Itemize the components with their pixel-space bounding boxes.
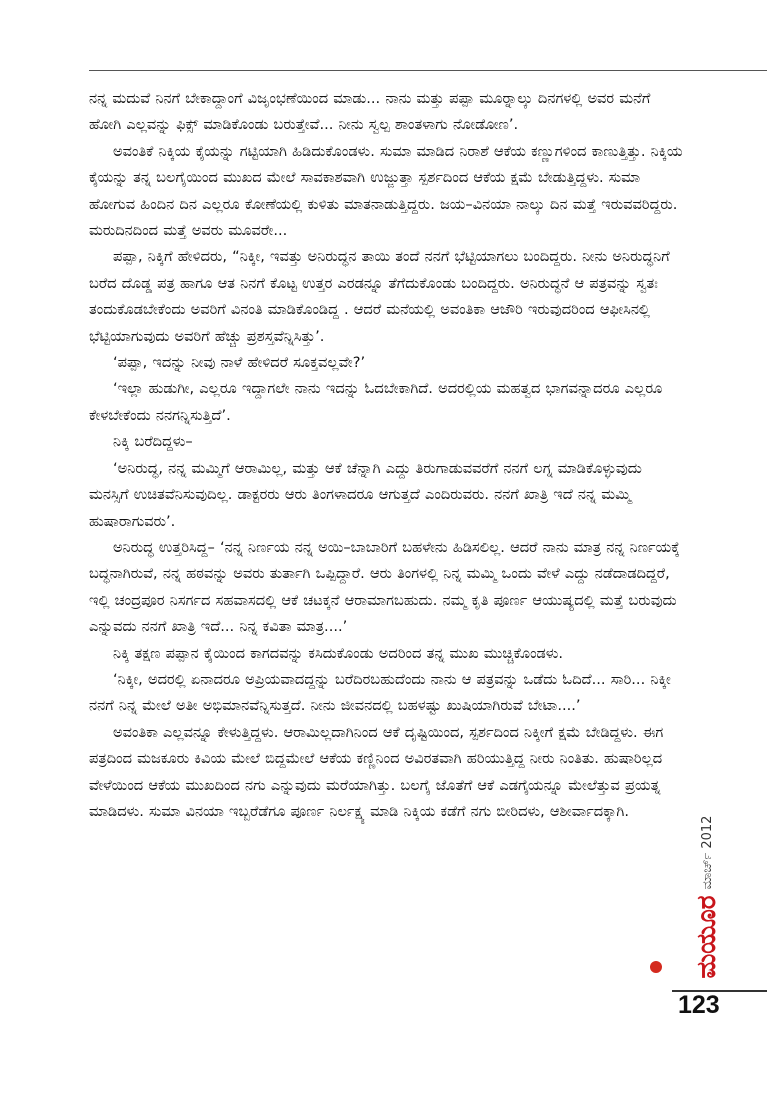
issue-date: ಮಾರ್ಚ್ 2012 <box>699 815 715 890</box>
paragraph-2: ಅವಂತಿಕೆ ನಿಕ್ಕಿಯ ಕೈಯನ್ನು ಗಟ್ಟಿಯಾಗಿ ಹಿಡಿದುಕೊಂಡಳು. ಸುಮಾ ಮಾಡಿದ ನಿರಾಶೆ ಆಕೆಯ ಕಣ್ಣುಗಳಿಂದ ಕಾಣುತ್ತಿತ್ತು. ನಿಕ್ಕಿಯ ಕೈಯನ್ನು ತನ್ನ ಬಲಗೈಯಿಂದ ಮುಖದ ಮೇಲೆ ಸಾವಕಾಶವಾಗಿ ಉಜ್ಜುತ್ತಾ ಸ್ಪರ್ಶದಿಂದ ಆಕೆಯ ಕ್ಷಮೆ ಬೇಡುತ್ತಿದ್ದಳು. ಸುಮಾ ಹೋಗುವ ಹಿಂದಿನ ದಿನ ಎಲ್ಲರೂ ಕೋಣೆಯಲ್ಲಿ ಕುಳಿತು ಮಾತನಾಡುತ್ತಿದ್ದರು. ಜಯ–ವಿನಯಾ ನಾಲ್ಕು ದಿನ ಮತ್ತೆ ಇರುವವರಿದ್ದರು. ಮರುದಿನದಿಂದ ಮತ್ತೆ ಅವರು ಮೂವರೇ... <box>89 142 683 240</box>
paragraph-8: ಅನಿರುದ್ಧ ಉತ್ತರಿಸಿದ್ದ– ‘ನನ್ನ ನಿರ್ಣಯ ನನ್ನ ಅಯಿ–ಬಾಬಾರಿಗೆ ಬಹಳೇನು ಹಿಡಿಸಲಿಲ್ಲ. ಆದರೆ ನಾನು ಮಾತ್ರ ನನ್ನ ನಿರ್ಣಯಕ್ಕೆ ಬದ್ಧನಾಗಿರುವೆ, ನನ್ನ ಹಠವನ್ನು ಅವರು ತುರ್ತಾಗಿ ಒಪ್ಪಿದ್ದಾರೆ. ಆರು ತಿಂಗಳಲ್ಲಿ ನಿನ್ನ ಮಮ್ಮಿ ಒಂದು ವೇಳೆ ಎದ್ದು ನಡೆದಾಡದಿದ್ದರೆ, ಇಲ್ಲಿ ಚಂದ್ರಪೂರ ನಿಸರ್ಗದ ಸಹವಾಸದಲ್ಲಿ ಆಕೆ ಚಟಕ್ಕನೆ ಆರಾಮಾಗಬಹುದು. ನಮ್ಮ ಕೃತಿ ಪೂರ್ಣ ಆಯುಷ್ಯದಲ್ಲಿ ಮತ್ತೆ ಬರುವುದು ಎನ್ನುವದು ನನಗೆ ಖಾತ್ರಿ ಇದೆ... ನಿನ್ನ ಕವಿತಾ ಮಾತ್ರ....’ <box>89 538 680 636</box>
paragraph-10: ‘ನಿಕ್ಕೀ, ಅದರಲ್ಲಿ ಏನಾದರೂ ಅಪ್ರಿಯವಾದದ್ದನ್ನು ಬರೆದಿರಬಹುದೆಂದು ನಾನು ಆ ಪತ್ರವನ್ನು ಒಡೆದು ಓದಿದೆ... ಸಾರಿ... ನಿಕ್ಕೀ ನನಗೆ ನಿನ್ನ ಮೇಲೆ ಅತೀ ಅಭಿಮಾನವೆನ್ನಿಸುತ್ತದೆ. ನೀನು ಜೀವನದಲ್ಲಿ ಬಹಳಷ್ಟು ಖುಷಿಯಾಗಿರುವೆ ಬೇಟಾ....’ <box>89 670 671 715</box>
paragraph-6: ನಿಕ್ಕಿ ಬರೆದಿದ್ದಳು– <box>113 433 193 451</box>
article-body <box>89 86 683 825</box>
paragraph-11: ಅವಂತಿಕಾ ಎಲ್ಲವನ್ನೂ ಕೇಳುತ್ತಿದ್ದಳು. ಆರಾಮಿಲ್ಲದಾಗಿನಿಂದ ಆಕೆ ದೃಷ್ಟಿಯಿಂದ, ಸ್ಪರ್ಶದಿಂದ ನಿಕ್ಕೀಗೆ ಕ್ಷಮೆ ಬೇಡಿದ್ದಳು. ಈಗ ಪತ್ರದಿಂದ ಮಜಕೂರು ಕಿವಿಯ ಮೇಲೆ ಬಿದ್ದಮೇಲೆ ಆಕೆಯ ಕಣ್ಣಿನಿಂದ ಅವಿರತವಾಗಿ ಹರಿಯುತ್ತಿದ್ದ ನೀರು ನಿಂತಿತು. ಹುಷಾರಿಲ್ಲದ ವೇಳೆಯಿಂದ ಆಕೆಯ ಮುಖದಿಂದ ನಗು ಎನ್ನುವುದು ಮರೆಯಾಗಿತ್ತು. ಬಲಗೈ ಜೊತೆಗೆ ಆಕೆ ಎಡಗೈಯನ್ನೂ ಮೇಲೆತ್ತುವ ಪ್ರಯತ್ನ ಮಾಡಿದಳು. ಸುಮಾ ವಿನಯಾ ಇಬ್ಬರೆಡೆಗೂ ಪೂರ್ಣ ನಿರ್ಲಕ್ಷ್ಯ ಮಾಡಿ ನಿಕ್ಕಿಯ ಕಡೆಗೆ ನಗು ಬೀರಿದಳು, ಆಶೀರ್ವಾದಕ್ಕಾಗಿ. <box>89 723 664 820</box>
magazine-side-label <box>694 815 720 980</box>
paragraph-3: ಪಪ್ಪಾ, ನಿಕ್ಕಿಗೆ ಹೇಳಿದರು, “ನಿಕ್ಕೀ, ಇವತ್ತು ಅನಿರುದ್ಧನ ತಾಯಿ ತಂದೆ ನನಗೆ ಭೆಟ್ಟಿಯಾಗಲು ಬಂದಿದ್ದರು. ನೀನು ಅನಿರುದ್ಧನಿಗೆ ಬರೆದ ದೊಡ್ಡ ಪತ್ರ ಹಾಗೂ ಆತ ನಿನಗೆ ಕೊಟ್ಟ ಉತ್ತರ ಎರಡನ್ನೂ ತೆಗೆದುಕೊಂಡು ಬಂದಿದ್ದರು. ಅನಿರುದ್ಧನೆ ಆ ಪತ್ರವನ್ನು ಸ್ವತಃ ತಂದುಕೊಡಬೇಕೆಂದು ಅವರಿಗೆ ವಿನಂತಿ ಮಾಡಿಕೊಂಡಿದ್ದ . ಆದರೆ ಮನೆಯಲ್ಲಿ ಅವಂತಿಕಾ ಆಜೌರಿ ಇರುವುದರಿಂದ ಆಫೀಸಿನಲ್ಲಿ ಭೆಟ್ಟಿಯಾಗುವುದು ಅವರಿಗೆ ಹೆಚ್ಚು ಪ್ರಶಸ್ತವೆನ್ನಿಸಿತ್ತು’. <box>89 248 670 345</box>
paragraph-5: ‘ಇಲ್ಲಾ ಹುಡುಗೀ, ಎಲ್ಲರೂ ಇದ್ದಾಗಲೇ ನಾನು ಇದನ್ನು ಓದಬೇಕಾಗಿದೆ. ಅದರಲ್ಲಿಯ ಮಹತ್ವದ ಭಾಗವನ್ನಾದರೂ ಎಲ್ಲರೂ ಕೇಳಬೇಕೆಂದು ನನಗನ್ನಿಸುತ್ತಿದೆ’. <box>89 380 663 424</box>
header-rule <box>89 70 767 71</box>
side-label-rotated <box>694 816 720 979</box>
page-number: 123 <box>678 991 720 1019</box>
paragraph-7: ‘ಅನಿರುದ್ಧ, ನನ್ನ ಮಮ್ಮಿಗೆ ಆರಾಮಿಲ್ಲ, ಮತ್ತು ಆಕೆ ಚೆನ್ನಾಗಿ ಎದ್ದು ತಿರುಗಾಡುವವರೆಗೆ ನನಗೆ ಲಗ್ನ ಮಾಡಿಕೊಳ್ಳುವುದು ಮನಸ್ಸಿಗೆ ಉಚಿತವೆನಿಸುವುದಿಲ್ಲ. ಡಾಕ್ಟರರು ಆರು ತಿಂಗಳಾದರೂ ಆಗುತ್ತದೆ ಎಂದಿರುವರು. ನನಗೆ ಖಾತ್ರಿ ಇದೆ ನನ್ನ ಮಮ್ಮಿ ಹುಷಾರಾಗುವರು’. <box>89 459 642 530</box>
paragraph-1: ನನ್ನ ಮದುವೆ ನಿನಗೆ ಬೇಕಾದ್ದಾಂಗೆ ವಿಜೃಂಭಣೆಯಿಂದ ಮಾಡು... ನಾನು ಮತ್ತು ಪಪ್ಪಾ ಮೂರ್‍ನಾಲ್ಕು ದಿನಗಳಲ್ಲಿ ಅವರ ಮನೆಗೆ ಹೋಗಿ ಎಲ್ಲವನ್ನು ಫಿಕ್ಸ್ ಮಾಡಿಕೊಂಡು ಬರುತ್ತೇವೆ... ನೀನು ಸ್ವಲ್ಪ ಶಾಂತಳಾಗು ನೋಡೋಣ’. <box>89 90 651 134</box>
red-dot-icon <box>650 961 662 973</box>
paragraph-9: ನಿಕ್ಕಿ ತಕ್ಷಣ ಪಪ್ಪಾನ ಕೈಯಿಂದ ಕಾಗದವನ್ನು ಕಸಿದುಕೊಂಡು ಅದರಿಂದ ತನ್ನ ಮುಖ ಮುಚ್ಚಿಕೊಂಡಳು. <box>113 644 564 662</box>
paragraph-4: ‘ಪಪ್ಪಾ, ಇದನ್ನು ನೀವು ನಾಳೆ ಹೇಳಿದರೆ ಸೂಕ್ತವಲ್ಲವೇ?’ <box>113 354 366 372</box>
magazine-name: ಮಯೂರ <box>692 895 722 979</box>
